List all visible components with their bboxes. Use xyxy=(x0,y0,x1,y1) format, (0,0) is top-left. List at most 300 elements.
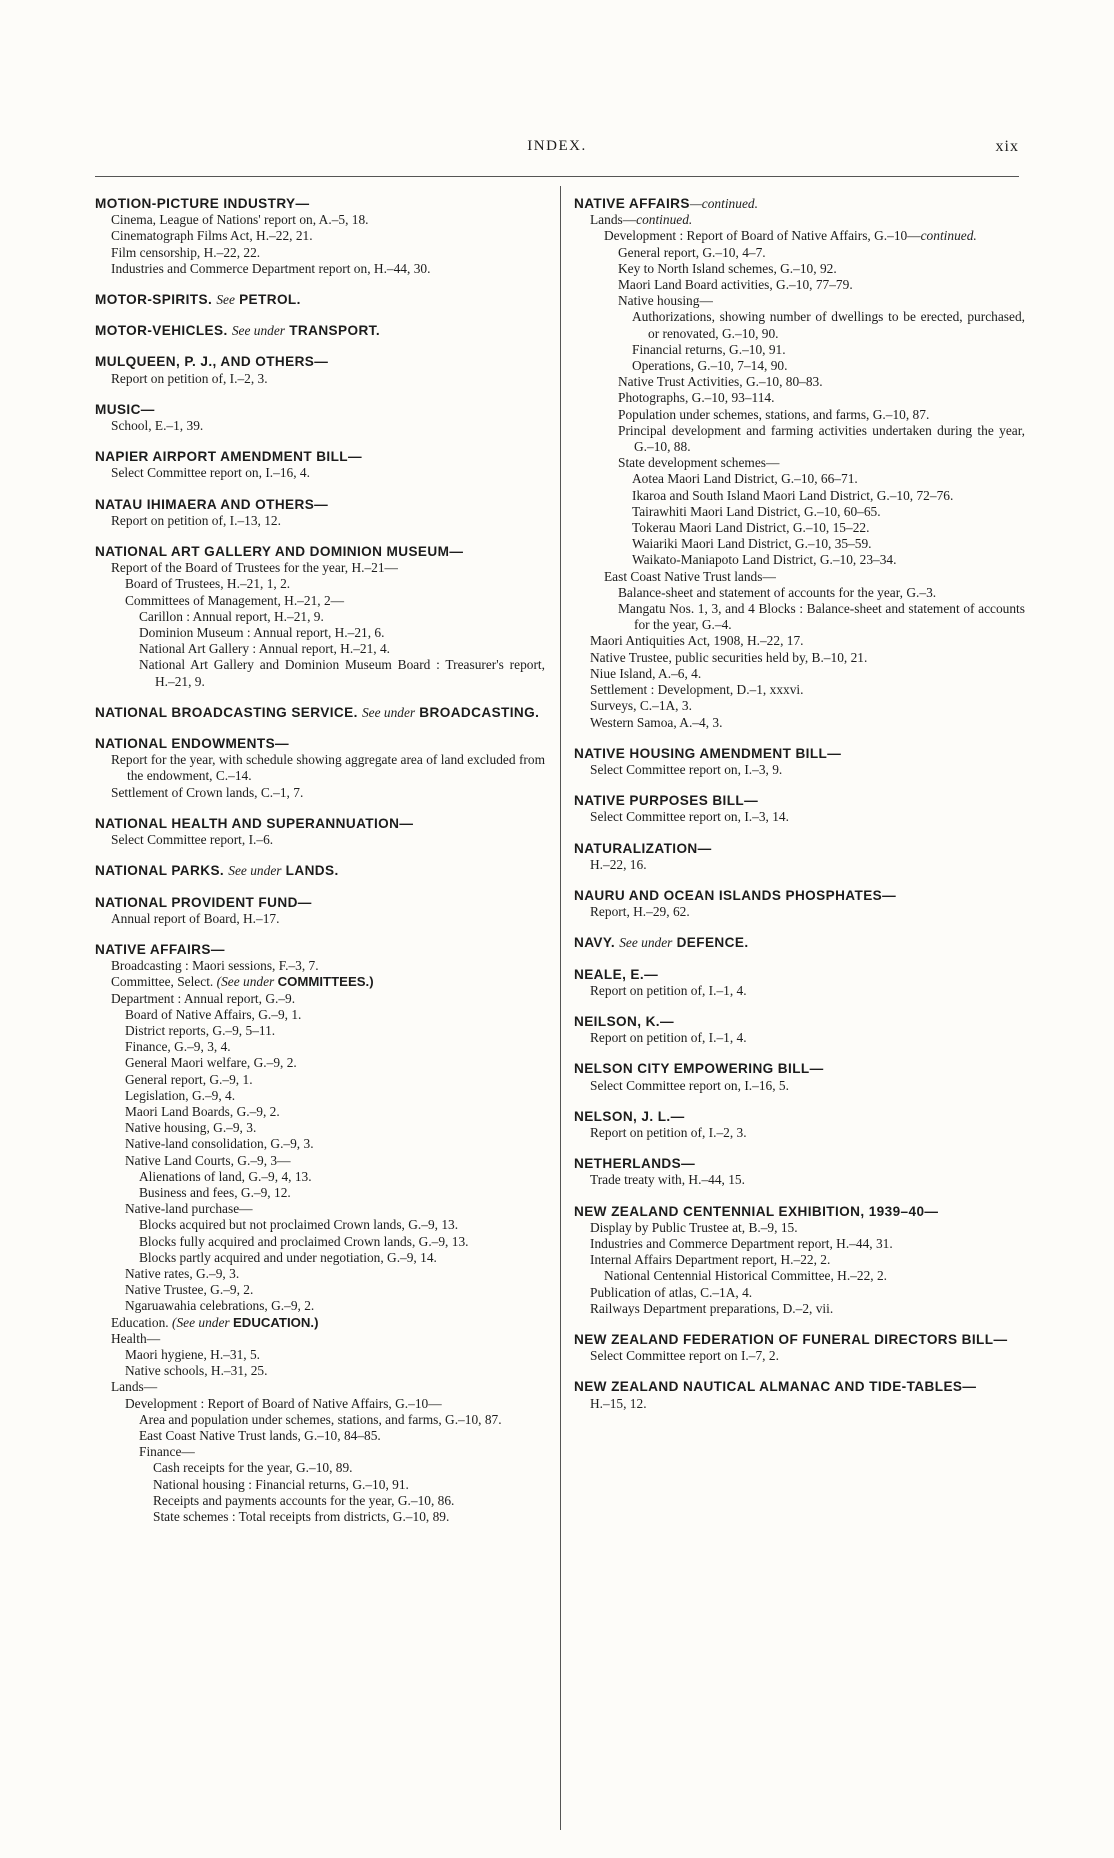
subentry-text: Select Committee report on, I.–3, 9. xyxy=(590,761,783,777)
heading-text: NEILSON, K.— xyxy=(574,1013,674,1029)
entry-heading xyxy=(574,746,1025,762)
cross-reference: TRANSPORT. xyxy=(289,323,381,339)
subentry-text: Report on petition of, I.–13, 12. xyxy=(111,512,281,528)
index-subentry xyxy=(574,1268,1025,1284)
subentry-text: Operations, G.–10, 7–14, 90. xyxy=(632,358,788,374)
index-subentry xyxy=(95,513,545,529)
entry-heading xyxy=(574,793,1025,809)
index-entry xyxy=(95,323,545,339)
subentry-text: Maori Land Board activities, G.–10, 77–79. xyxy=(618,277,853,293)
subentry-text: National Centennial Historical Committee, H.–22, 2. xyxy=(604,1268,888,1284)
index-entry xyxy=(95,705,545,721)
heading-text: MOTION-PICTURE INDUSTRY— xyxy=(95,196,310,211)
index-entry xyxy=(574,1204,1025,1317)
index-subentry xyxy=(95,1428,545,1444)
subentry-text: Finance, G.–9, 3, 4. xyxy=(125,1039,231,1055)
page-number: xix xyxy=(995,138,1019,155)
subentry-text: National housing : Financial returns, G.–10, 91. xyxy=(153,1476,409,1492)
subentry-text: Film censorship, H.–22, 22. xyxy=(111,244,261,260)
heading-text: NATAU IHIMAERA AND OTHERS— xyxy=(95,496,329,512)
entry-heading xyxy=(95,497,545,513)
subentry-text: Waikato-Maniapoto Land District, G.–10, 23–34. xyxy=(632,552,897,568)
subentry-text: General report, G.–10, 4–7. xyxy=(618,244,766,260)
subentry-text: Report of the Board of Trustees for the year, H.–21— xyxy=(111,560,398,576)
heading-text: NETHERLANDS— xyxy=(574,1156,696,1172)
see-reference-label: See xyxy=(216,292,235,308)
index-entry xyxy=(574,196,1025,731)
index-subentry xyxy=(574,342,1025,358)
index-subentry xyxy=(574,390,1025,406)
index-entry xyxy=(574,935,1025,951)
index-subentry xyxy=(574,1348,1025,1364)
index-subentry xyxy=(95,1039,545,1055)
subentry-text: Industries and Commerce Department report, H.–44, 31. xyxy=(590,1235,893,1251)
index-subentry xyxy=(95,1298,545,1314)
entry-heading xyxy=(574,1014,1025,1030)
index-entry xyxy=(574,1014,1025,1046)
subentry-text: Committees of Management, H.–21, 2— xyxy=(125,592,345,608)
entry-heading xyxy=(95,816,545,832)
heading-text: NATIVE AFFAIRS— xyxy=(95,941,225,957)
subentry-text: Select Committee report, I.–6. xyxy=(111,832,274,848)
running-head xyxy=(95,138,1019,162)
index-subentry xyxy=(95,1282,545,1298)
subentry-text: Financial returns, G.–10, 91. xyxy=(632,341,786,357)
entry-heading xyxy=(574,841,1025,857)
subentry-text: Settlement of Crown lands, C.–1, 7. xyxy=(111,784,304,800)
subentry-text: State development schemes— xyxy=(618,455,780,471)
heading-text: NATIVE HOUSING AMENDMENT BILL— xyxy=(574,745,842,761)
heading-text: NAVY. xyxy=(574,935,616,951)
index-subentry xyxy=(95,657,545,689)
index-entry xyxy=(95,196,545,277)
index-column-left xyxy=(95,196,545,1540)
subentry-text: General Maori welfare, G.–9, 2. xyxy=(125,1055,297,1071)
see-reference-label: (See under xyxy=(172,1314,230,1330)
entry-heading xyxy=(574,1379,1025,1395)
heading-text: NELSON, J. L.— xyxy=(574,1108,685,1124)
index-subentry xyxy=(95,1266,545,1282)
heading-text: NATIONAL PARKS. xyxy=(95,863,225,879)
heading-text: NATURALIZATION— xyxy=(574,840,712,856)
subentry-text: Display by Public Trustee at, B.–9, 15. xyxy=(590,1219,798,1235)
heading-text: NEW ZEALAND NAUTICAL ALMANAC AND TIDE-TABLES— xyxy=(574,1379,977,1395)
subentry-text: East Coast Native Trust lands— xyxy=(604,568,776,584)
subentry-text: Alienations of land, G.–9, 4, 13. xyxy=(139,1168,312,1184)
entry-heading xyxy=(574,935,1025,951)
entry-heading xyxy=(574,1204,1025,1220)
index-subentry xyxy=(574,1125,1025,1141)
index-entry xyxy=(95,863,545,879)
subentry-text: Principal development and farming activities undertaken during the year, G.–10, 88. xyxy=(618,422,1025,455)
index-subentry xyxy=(95,911,545,927)
heading-text: MUSIC— xyxy=(95,401,155,417)
subentry-text: Key to North Island schemes, G.–10, 92. xyxy=(618,260,837,276)
subentry-text: Business and fees, G.–9, 12. xyxy=(139,1184,291,1200)
subentry-text: Annual report of Board, H.–17. xyxy=(111,910,280,926)
index-subentry xyxy=(574,585,1025,601)
subentry-text: General report, G.–9, 1. xyxy=(125,1071,253,1087)
index-subentry xyxy=(95,1072,545,1088)
index-subentry xyxy=(95,1201,545,1217)
index-subentry xyxy=(574,904,1025,920)
continued-note: continued. xyxy=(636,212,693,228)
subentry-text: Trade treaty with, H.–44, 15. xyxy=(590,1172,745,1188)
subentry-text: Settlement : Development, D.–1, xxxvi. xyxy=(590,682,804,698)
subentry-text: Blocks acquired but not proclaimed Crown lands, G.–9, 13. xyxy=(139,1217,459,1233)
entry-heading xyxy=(574,1156,1025,1172)
subentry-text: School, E.–1, 39. xyxy=(111,418,204,434)
subentry-text: Tairawhiti Maori Land District, G.–10, 60–65. xyxy=(632,503,881,519)
header-rule xyxy=(95,176,1019,177)
subentry-text: Report for the year, with schedule showing aggregate area of land excluded from the endowment, C.–14. xyxy=(111,752,545,784)
subentry-text: Report on petition of, I.–2, 3. xyxy=(590,1124,747,1140)
index-subentry xyxy=(574,1252,1025,1268)
index-subentry xyxy=(574,552,1025,568)
index-subentry xyxy=(574,1396,1025,1412)
index-subentry xyxy=(574,715,1025,731)
subentry-text: Industries and Commerce Department report on, H.–44, 30. xyxy=(111,260,431,276)
heading-text: NATIVE PURPOSES BILL— xyxy=(574,793,759,809)
subentry-text: H.–22, 16. xyxy=(590,856,647,872)
index-subentry xyxy=(95,1136,545,1152)
index-subentry xyxy=(95,465,545,481)
index-subentry xyxy=(574,293,1025,309)
index-entry xyxy=(95,816,545,848)
index-subentry xyxy=(95,1217,545,1233)
entry-heading xyxy=(574,196,1025,212)
index-subentry xyxy=(95,752,545,784)
index-subentry xyxy=(95,1234,545,1250)
index-subentry xyxy=(95,245,545,261)
entry-heading xyxy=(574,1332,1025,1348)
subentry-text: Select Committee report on, I.–3, 14. xyxy=(590,809,789,825)
subentry-text: Native Trustee, public securities held by, B.–10, 21. xyxy=(590,649,868,665)
subentry-text: National Art Gallery : Annual report, H.–21, 4. xyxy=(139,641,391,657)
continued-note: continued. xyxy=(920,228,977,244)
entry-heading xyxy=(95,895,545,911)
subentry-text: Mangatu Nos. 1, 3, and 4 Blocks : Balance-sheet and statement of accounts for the year, G.–4. xyxy=(618,601,1025,633)
index-subentry xyxy=(95,418,545,434)
see-reference-label: See under xyxy=(228,863,282,879)
index-subentry xyxy=(574,1030,1025,1046)
subentry-text: Health— xyxy=(111,1330,161,1346)
index-subentry xyxy=(574,212,1025,228)
heading-text: NEW ZEALAND FEDERATION OF FUNERAL DIRECTORS BILL— xyxy=(574,1331,1008,1347)
subentry-text: Ikaroa and South Island Maori Land District, G.–10, 72–76. xyxy=(632,487,954,503)
index-subentry xyxy=(95,576,545,592)
index-subentry xyxy=(574,536,1025,552)
index-subentry xyxy=(574,1220,1025,1236)
index-entry xyxy=(574,1109,1025,1141)
subentry-text: Area and population under schemes, stations, and farms, G.–10, 87. xyxy=(139,1411,502,1427)
subentry-text: Balance-sheet and statement of accounts for the year, G.–3. xyxy=(618,584,937,600)
index-subentry xyxy=(95,785,545,801)
index-subentry xyxy=(95,1250,545,1266)
entry-heading xyxy=(95,705,545,721)
index-subentry xyxy=(95,1007,545,1023)
subentry-text: Select Committee report on, I.–16, 5. xyxy=(590,1077,789,1093)
index-subentry xyxy=(95,1363,545,1379)
index-subentry xyxy=(574,488,1025,504)
index-subentry xyxy=(95,625,545,641)
entry-heading xyxy=(95,449,545,465)
subentry-text: Maori hygiene, H.–31, 5. xyxy=(125,1346,260,1362)
index-subentry xyxy=(574,423,1025,455)
subentry-text: Native housing— xyxy=(618,293,713,309)
subentry-text: Native rates, G.–9, 3. xyxy=(125,1265,240,1281)
heading-text: MOTOR-SPIRITS. xyxy=(95,292,213,308)
index-subentry xyxy=(574,569,1025,585)
index-subentry xyxy=(95,1185,545,1201)
index-subentry xyxy=(574,455,1025,471)
subentry-text: Development : Report of Board of Native Affairs, G.–10— xyxy=(604,228,921,244)
index-subentry xyxy=(95,593,545,609)
cross-reference: PETROL. xyxy=(239,292,301,308)
entry-heading xyxy=(574,1109,1025,1125)
entry-heading xyxy=(95,196,545,212)
subentry-text: Broadcasting : Maori sessions, F.–3, 7. xyxy=(111,958,319,974)
see-reference-label: See under xyxy=(619,935,673,951)
subentry-text: Education. xyxy=(111,1314,169,1330)
subentry-text: Select Committee report on, I.–16, 4. xyxy=(111,465,310,481)
cross-reference: COMMITTEES.) xyxy=(277,974,374,990)
subentry-text: State schemes : Total receipts from districts, G.–10, 89. xyxy=(153,1509,450,1525)
index-subentry xyxy=(574,471,1025,487)
index-subentry xyxy=(574,1078,1025,1094)
heading-text: NAURU AND OCEAN ISLANDS PHOSPHATES— xyxy=(574,887,897,903)
index-subentry xyxy=(574,601,1025,633)
index-subentry xyxy=(95,261,545,277)
cross-reference: LANDS. xyxy=(285,863,339,879)
subentry-text: Board of Native Affairs, G.–9, 1. xyxy=(125,1006,302,1022)
index-subentry xyxy=(95,1023,545,1039)
cross-reference: EDUCATION.) xyxy=(233,1314,319,1330)
index-subentry xyxy=(95,1379,545,1395)
entry-heading xyxy=(95,544,545,560)
index-subentry xyxy=(95,1120,545,1136)
index-subentry xyxy=(574,1236,1025,1252)
heading-text: NAPIER AIRPORT AMENDMENT BILL— xyxy=(95,449,363,465)
heading-text: NATIVE AFFAIRS xyxy=(574,196,690,211)
index-subentry xyxy=(95,1169,545,1185)
subentry-text: Railways Department preparations, D.–2, vii. xyxy=(590,1300,834,1316)
subentry-text: District reports, G.–9, 5–11. xyxy=(125,1022,276,1038)
index-subentry xyxy=(95,609,545,625)
subentry-text: H.–15, 12. xyxy=(590,1395,647,1411)
heading-text: NATIONAL HEALTH AND SUPERANNUATION— xyxy=(95,815,414,831)
page-title: INDEX. xyxy=(527,138,587,154)
index-entry xyxy=(95,292,545,308)
heading-text: MOTOR-VEHICLES. xyxy=(95,323,228,339)
heading-text: NEW ZEALAND CENTENNIAL EXHIBITION, 1939–40— xyxy=(574,1203,939,1219)
index-column-right xyxy=(574,196,1025,1427)
index-subentry xyxy=(574,374,1025,390)
see-reference-label: See under xyxy=(231,323,285,339)
index-entry xyxy=(95,736,545,801)
subentry-text: Report on petition of, I.–2, 3. xyxy=(111,370,268,386)
index-subentry xyxy=(574,309,1025,341)
subentry-text: National Art Gallery and Dominion Museum Board : Treasurer's report, H.–21, 9. xyxy=(139,657,545,689)
subentry-text: Committee, Select. xyxy=(111,974,214,990)
heading-text: NATIONAL ENDOWMENTS— xyxy=(95,736,290,752)
index-subentry xyxy=(95,1347,545,1363)
index-subentry xyxy=(95,1104,545,1120)
entry-heading xyxy=(574,888,1025,904)
subentry-text: Waiariki Maori Land District, G.–10, 35–59. xyxy=(632,536,872,552)
entry-heading xyxy=(574,1061,1025,1077)
index-subentry xyxy=(574,1285,1025,1301)
index-entry xyxy=(95,942,545,1525)
subentry-text: Internal Affairs Department report, H.–22, 2. xyxy=(590,1252,831,1268)
subentry-text: Native housing, G.–9, 3. xyxy=(125,1120,257,1136)
index-entry xyxy=(574,841,1025,873)
subentry-text: Lands— xyxy=(590,212,637,228)
index-subentry xyxy=(574,809,1025,825)
subentry-text: Native-land consolidation, G.–9, 3. xyxy=(125,1136,314,1152)
index-subentry xyxy=(95,1493,545,1509)
subentry-text: Native-land purchase— xyxy=(125,1201,253,1217)
index-subentry xyxy=(95,1460,545,1476)
index-entry xyxy=(574,793,1025,825)
subentry-text: Tokerau Maori Land District, G.–10, 15–22. xyxy=(632,520,870,536)
index-subentry xyxy=(574,983,1025,999)
index-subentry xyxy=(574,698,1025,714)
index-entry xyxy=(95,895,545,927)
subentry-text: Publication of atlas, C.–1A, 4. xyxy=(590,1284,753,1300)
subentry-text: Blocks partly acquired and under negotiation, G.–9, 14. xyxy=(139,1249,437,1265)
index-subentry xyxy=(95,1396,545,1412)
index-subentry xyxy=(95,991,545,1007)
subentry-text: Department : Annual report, G.–9. xyxy=(111,990,296,1006)
entry-heading xyxy=(95,354,545,370)
heading-text: NATIONAL ART GALLERY AND DOMINION MUSEUM— xyxy=(95,544,464,560)
index-subentry xyxy=(95,371,545,387)
index-entry xyxy=(574,1379,1025,1411)
subentry-text: Lands— xyxy=(111,1379,158,1395)
entry-heading xyxy=(95,863,545,879)
entry-heading xyxy=(95,402,545,418)
index-subentry xyxy=(95,832,545,848)
subentry-text: Blocks fully acquired and proclaimed Crown lands, G.–9, 13. xyxy=(139,1233,469,1249)
subentry-text: Finance— xyxy=(139,1444,195,1460)
entry-heading xyxy=(95,736,545,752)
index-subentry xyxy=(574,245,1025,261)
see-reference-label: See under xyxy=(361,704,416,720)
column-divider xyxy=(560,186,561,1830)
subentry-text: Cash receipts for the year, G.–10, 89. xyxy=(153,1460,353,1476)
heading-text: NATIONAL PROVIDENT FUND— xyxy=(95,894,312,910)
subentry-text: Legislation, G.–9, 4. xyxy=(125,1087,236,1103)
index-subentry xyxy=(574,762,1025,778)
subentry-text: Maori Antiquities Act, 1908, H.–22, 17. xyxy=(590,633,804,649)
index-subentry xyxy=(95,212,545,228)
subentry-text: Cinema, League of Nations' report on, A.–5, 18. xyxy=(111,212,369,228)
subentry-text: Development : Report of Board of Native Affairs, G.–10— xyxy=(125,1395,442,1411)
index-entry xyxy=(574,746,1025,778)
index-subentry xyxy=(95,560,545,576)
subentry-text: Ngaruawahia celebrations, G.–9, 2. xyxy=(125,1298,315,1314)
index-subentry xyxy=(95,1477,545,1493)
subentry-text: Receipts and payments accounts for the year, G.–10, 86. xyxy=(153,1492,455,1508)
index-subentry xyxy=(95,1509,545,1525)
index-entry xyxy=(95,497,545,529)
index-subentry xyxy=(574,1301,1025,1317)
index-subentry xyxy=(95,958,545,974)
heading-text: MULQUEEN, P. J., AND OTHERS— xyxy=(95,354,329,370)
index-entry xyxy=(574,1156,1025,1188)
subentry-text: Report on petition of, I.–1, 4. xyxy=(590,982,747,998)
index-subentry xyxy=(574,228,1025,244)
subentry-text: Aotea Maori Land District, G.–10, 66–71. xyxy=(632,471,858,487)
index-entry xyxy=(574,967,1025,999)
subentry-text: Maori Land Boards, G.–9, 2. xyxy=(125,1103,280,1119)
continued-note: —continued. xyxy=(689,196,758,211)
subentry-text: Authorizations, showing number of dwellings to be erected, purchased, or renovated, G.–10, 90. xyxy=(632,309,1025,341)
subentry-text: Board of Trustees, H.–21, 1, 2. xyxy=(125,576,291,592)
heading-text: NELSON CITY EMPOWERING BILL— xyxy=(574,1061,824,1077)
index-subentry xyxy=(574,857,1025,873)
heading-text: NEALE, E.— xyxy=(574,966,659,982)
index-subentry xyxy=(95,974,545,990)
subentry-text: Cinematograph Films Act, H.–22, 21. xyxy=(111,228,313,244)
entry-heading xyxy=(95,292,545,308)
subentry-text: Native schools, H.–31, 25. xyxy=(125,1363,268,1379)
index-subentry xyxy=(95,1412,545,1428)
index-entry xyxy=(95,544,545,690)
index-subentry xyxy=(574,520,1025,536)
index-subentry xyxy=(95,1088,545,1104)
subentry-text: Dominion Museum : Annual report, H.–21, 6. xyxy=(139,625,385,641)
entry-heading xyxy=(95,942,545,958)
index-subentry xyxy=(574,407,1025,423)
index-subentry xyxy=(574,682,1025,698)
subentry-text: Photographs, G.–10, 93–114. xyxy=(618,390,775,406)
entry-heading xyxy=(95,323,545,339)
index-subentry xyxy=(574,1172,1025,1188)
index-subentry xyxy=(95,641,545,657)
subentry-text: Carillon : Annual report, H.–21, 9. xyxy=(139,608,324,624)
see-reference-label: (See under xyxy=(216,974,275,990)
index-entry xyxy=(95,354,545,386)
index-subentry xyxy=(574,633,1025,649)
index-subentry xyxy=(574,666,1025,682)
index-subentry xyxy=(574,504,1025,520)
subentry-text: Report, H.–29, 62. xyxy=(590,904,690,920)
subentry-text: Report on petition of, I.–1, 4. xyxy=(590,1030,747,1046)
subentry-text: Western Samoa, A.–4, 3. xyxy=(590,714,723,730)
index-subentry xyxy=(95,1331,545,1347)
subentry-text: Native Land Courts, G.–9, 3— xyxy=(125,1152,291,1168)
index-subentry xyxy=(574,650,1025,666)
subentry-text: Native Trust Activities, G.–10, 80–83. xyxy=(618,374,823,390)
subentry-text: Select Committee report on I.–7, 2. xyxy=(590,1348,779,1364)
index-entry xyxy=(95,402,545,434)
heading-text: NATIONAL BROADCASTING SERVICE. xyxy=(95,704,358,720)
subentry-text: Surveys, C.–1A, 3. xyxy=(590,698,692,714)
index-subentry xyxy=(574,358,1025,374)
cross-reference: BROADCASTING. xyxy=(419,704,540,720)
index-subentry xyxy=(574,261,1025,277)
subentry-text: East Coast Native Trust lands, G.–10, 84–85. xyxy=(139,1428,381,1443)
index-entry xyxy=(574,888,1025,920)
index-subentry xyxy=(574,277,1025,293)
entry-heading xyxy=(574,967,1025,983)
index-subentry xyxy=(95,1444,545,1460)
index-entry xyxy=(574,1061,1025,1093)
index-entry xyxy=(574,1332,1025,1364)
subentry-text: Population under schemes, stations, and farms, G.–10, 87. xyxy=(618,406,930,422)
